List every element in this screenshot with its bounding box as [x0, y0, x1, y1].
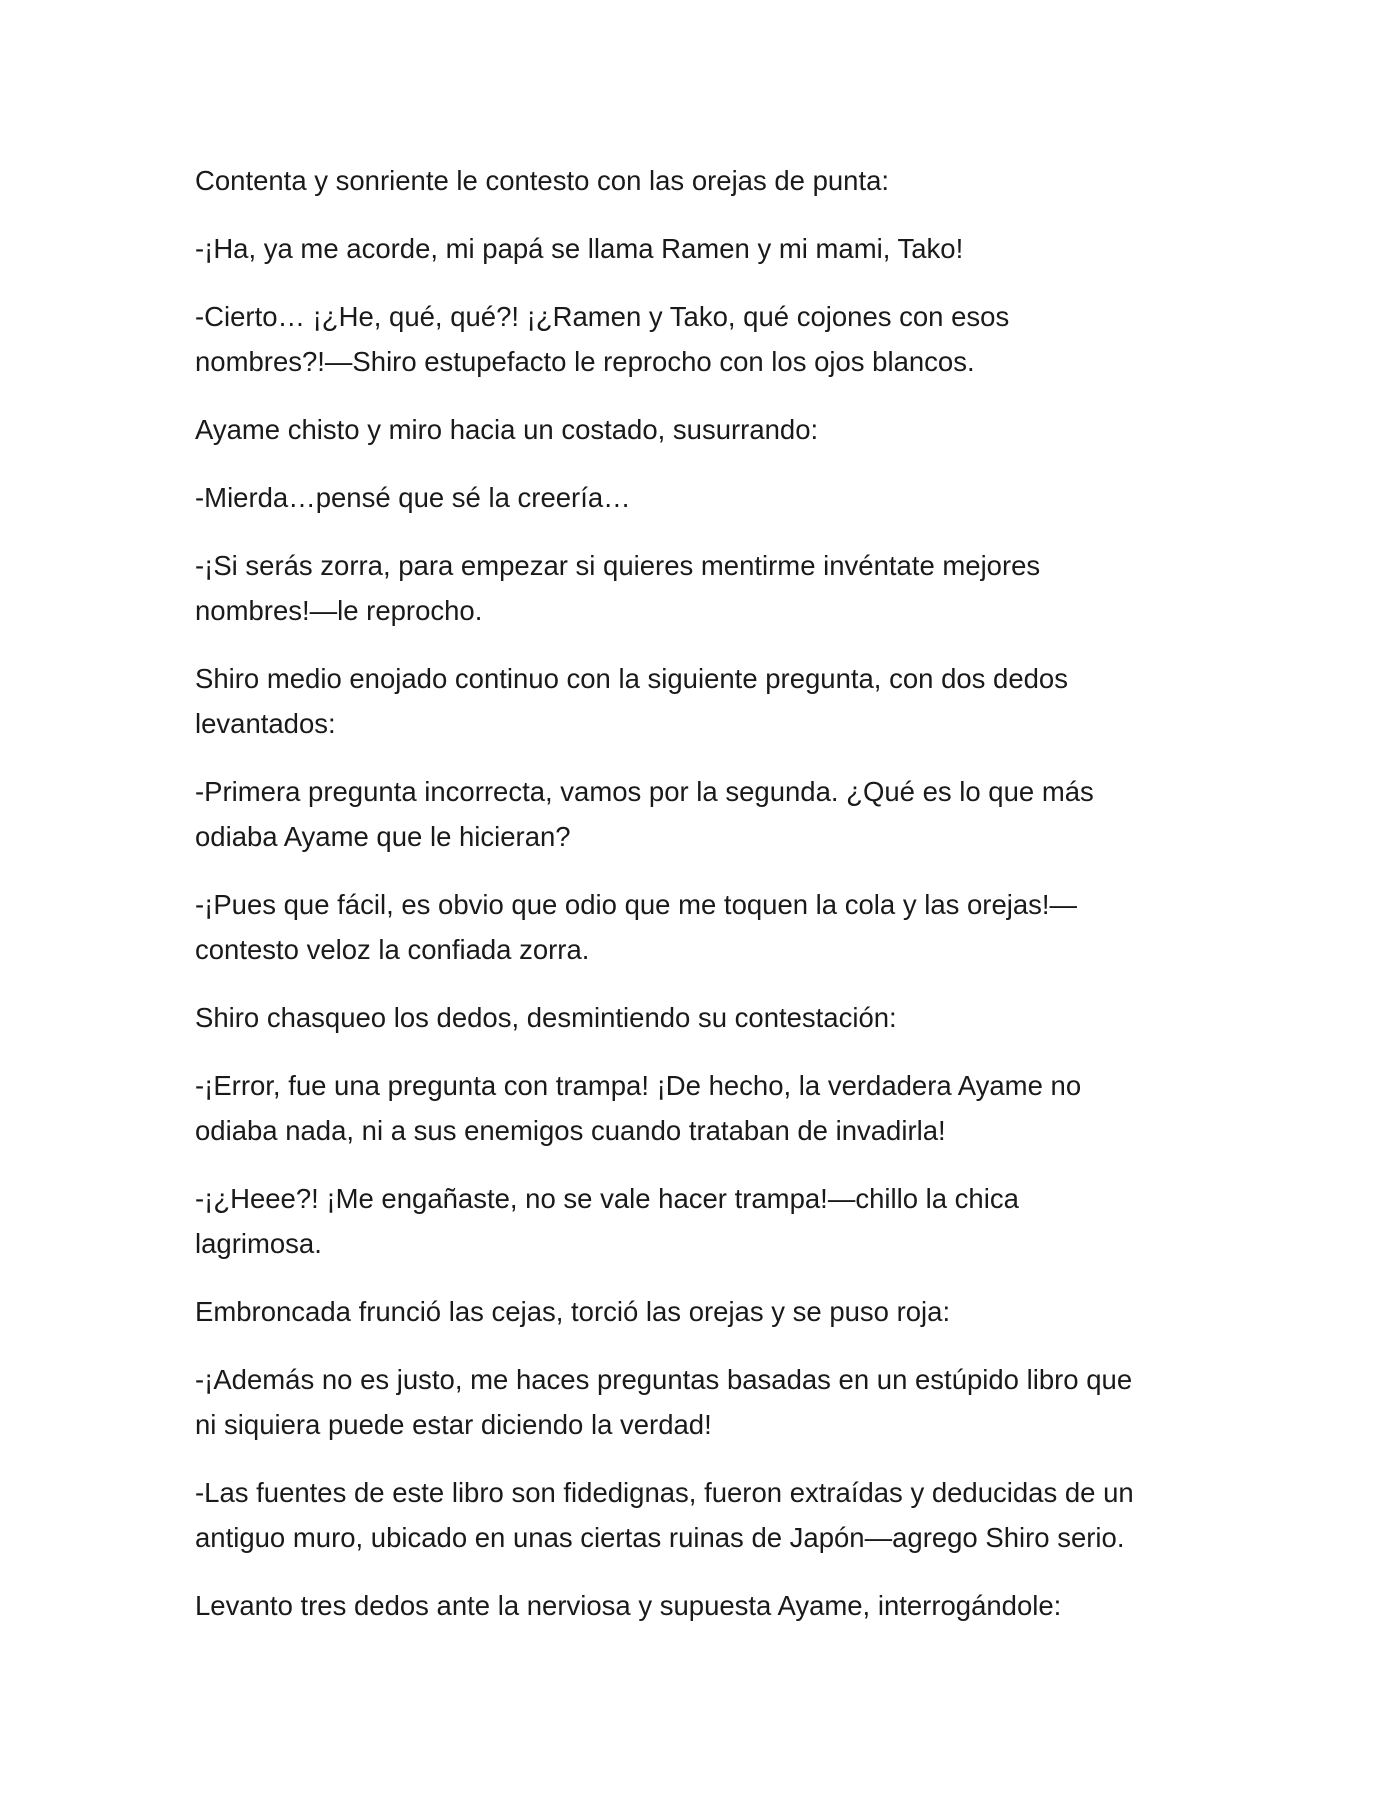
paragraph: Contenta y sonriente le contesto con las orejas de punta: — [195, 165, 890, 196]
dialogue-paragraph: -¡Ha, ya me acorde, mi papá se llama Ramen y mi mami, Tako! — [195, 233, 964, 264]
dialogue-paragraph: -Mierda…pensé que sé la creería… — [195, 482, 631, 513]
dialogue-paragraph: -¡Pues que fácil, es obvio que odio que me toquen la cola y las orejas!— contesto veloz la confiada zorra. — [195, 889, 1078, 965]
dialogue-paragraph: -¡Error, fue una pregunta con trampa! ¡De hecho, la verdadera Ayame no odiaba nada, ni a sus enemigos cuando trataban de invadirla! — [195, 1070, 1082, 1146]
dialogue-paragraph: -Cierto… ¡¿He, qué, qué?! ¡¿Ramen y Tako, qué cojones con esos nombres?!—Shiro estupefacto le reprocho con los ojos blancos. — [195, 301, 1010, 377]
dialogue-paragraph: -Las fuentes de este libro son fidedignas, fueron extraídas y deducidas de un antiguo muro, ubicado en unas ciertas ruinas de Japón—agrego Shiro serio. — [195, 1477, 1134, 1553]
dialogue-paragraph: -¡¿Heee?! ¡Me engañaste, no se vale hacer trampa!—chillo la chica lagrimosa. — [195, 1183, 1019, 1259]
paragraph: Shiro medio enojado continuo con la siguiente pregunta, con dos dedos levantados: — [195, 663, 1068, 739]
paragraph: Shiro chasqueo los dedos, desmintiendo su contestación: — [195, 1002, 897, 1033]
paragraph: Levanto tres dedos ante la nerviosa y supuesta Ayame, interrogándole: — [195, 1590, 1062, 1621]
document-body — [195, 158, 1205, 1651]
paragraph: Ayame chisto y miro hacia un costado, susurrando: — [195, 414, 819, 445]
dialogue-paragraph: -¡Además no es justo, me haces preguntas basadas en un estúpido libro que ni siquiera puede estar diciendo la verdad! — [195, 1364, 1133, 1440]
dialogue-paragraph: -¡Si serás zorra, para empezar si quieres mentirme invéntate mejores nombres!—le reprocho. — [195, 550, 1041, 626]
dialogue-paragraph: -Primera pregunta incorrecta, vamos por la segunda. ¿Qué es lo que más odiaba Ayame que le hicieran? — [195, 776, 1094, 852]
paragraph: Embroncada frunció las cejas, torció las orejas y se puso roja: — [195, 1296, 951, 1327]
